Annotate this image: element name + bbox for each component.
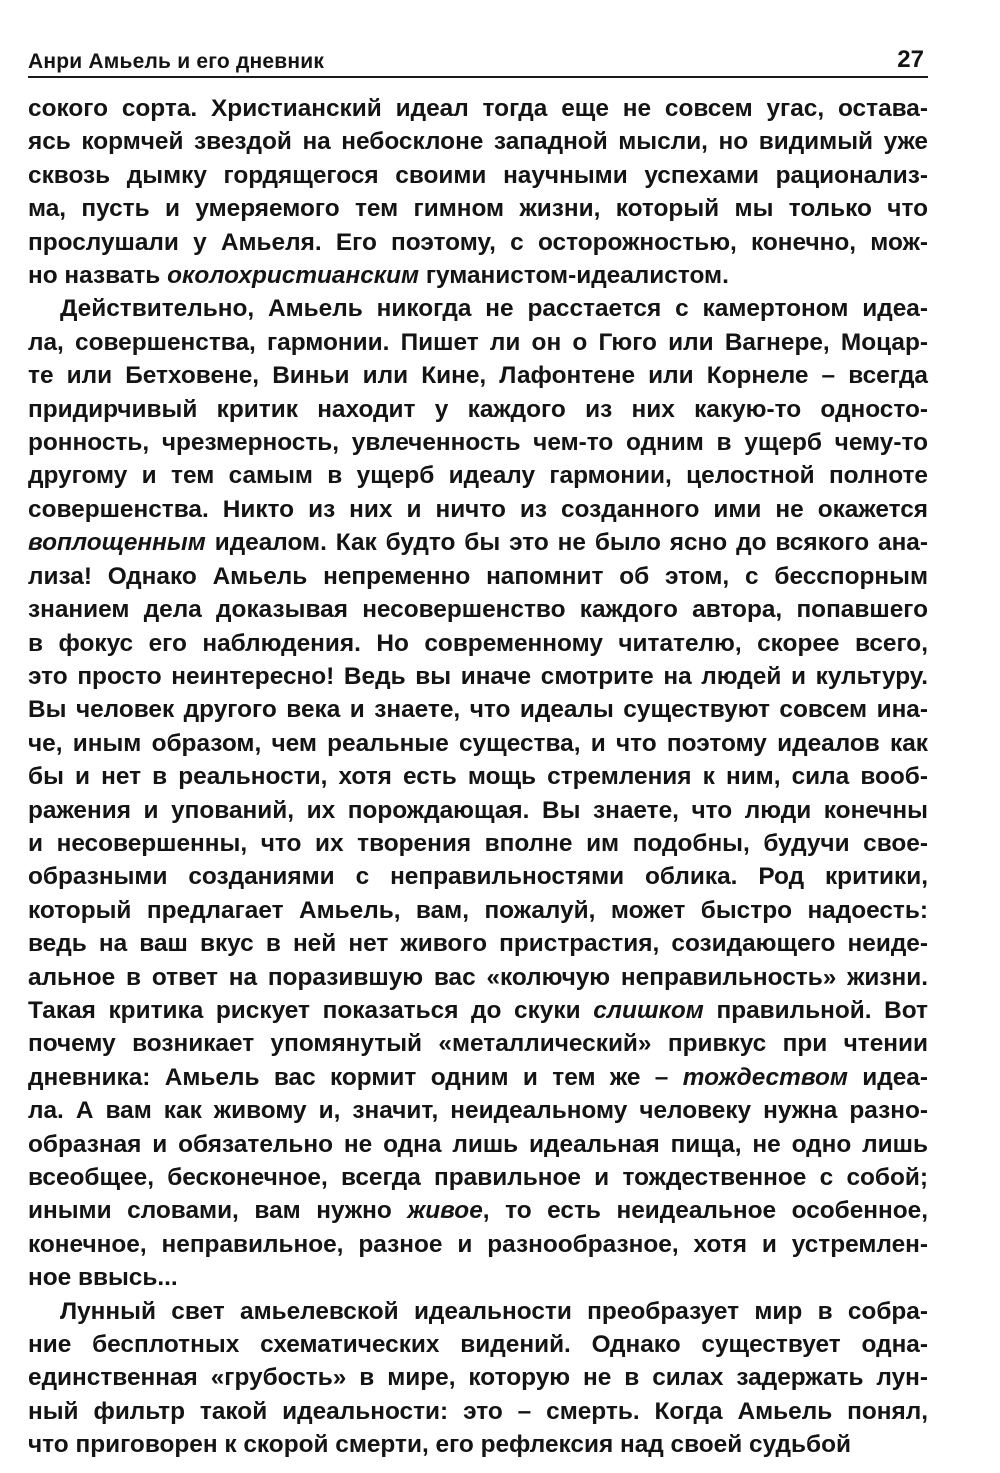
emphasis: околохристианским [167, 262, 420, 290]
paragraph [28, 292, 928, 1294]
emphasis: тождеством [682, 1063, 848, 1091]
emphasis: воплощенным [28, 529, 206, 557]
text-line: ный фильтр такой идеальности: это – смерть. Когда Амьель понял, [28, 1397, 928, 1425]
header-title: Анри Амьель и его дневник [28, 50, 325, 73]
text-line: ма, пусть и умеряемого тем гимном жизни, который мы только что [28, 195, 928, 223]
running-header [28, 30, 928, 78]
text-line: придирчивый критик находит у каждого из них какую-то односто- [28, 395, 928, 423]
text-line: образными созданиями с неправильностями облика. Род критики, [28, 863, 928, 891]
text-line: единственная «грубость» в мире, которую не в силах задержать лун- [28, 1364, 928, 1392]
text-line: Такая критика рискует показаться до скуки слишком правильной. Вот [28, 996, 929, 1024]
text-line: совершенства. Никто из них и ничто из созданного ими не окажется [28, 495, 928, 523]
text-line: бы и нет в реальности, хотя есть мощь стремления к ним, сила вооб- [28, 763, 928, 791]
text-line: ражения и упований, их порождающая. Вы знаете, что люди конечны [28, 796, 928, 824]
text-line: почему возникает упомянутый «металлический» привкус при чтении [28, 1030, 928, 1058]
text-line: ведь на ваш вкус в ней нет живого пристрастия, созидающего неиде- [28, 930, 928, 958]
text-line: знанием дела доказывая несовершенство каждого автора, попавшего [28, 596, 928, 624]
text-line: ла, совершенства, гармонии. Пишет ли он о Гюго или Вагнере, Моцар- [28, 328, 928, 356]
text-line: конечное, неправильное, разное и разнообразное, хотя и устремлен- [28, 1230, 928, 1258]
text-line: сокого сорта. Христианский идеал тогда еще не совсем угас, остава- [28, 95, 928, 122]
text-line: ние бесплотных схематических видений. Однако существует одна- [28, 1331, 928, 1359]
paragraph [28, 1295, 928, 1462]
text-line: сквозь дымку гордящегося своими научными успехами рационализ- [28, 161, 928, 189]
text-line: ное ввысь... [28, 1264, 178, 1292]
text-line: всеобщее, бесконечное, всегда правильное и тождественное с собой; [28, 1164, 928, 1191]
paragraph [28, 92, 928, 292]
text-line: ясь кормчей звездой на небосклоне западной мысли, но видимый уже [28, 128, 928, 156]
text-line: ла. А вам как живому и, значит, неидеальному человеку нужна разно- [28, 1097, 928, 1125]
emphasis: живое [407, 1197, 483, 1225]
text-line: иными словами, вам нужно живое, то есть неидеальное особенное, [28, 1197, 928, 1225]
body-text [28, 92, 928, 1462]
text-line: образная и обязательно не одна лишь идеальная пища, не одно лишь [28, 1130, 928, 1158]
text-line: Вы человек другого века и знаете, что идеалы существуют совсем ина- [28, 696, 928, 724]
text-line: альное в ответ на поразившую вас «колючую неправильность» жизни. [28, 963, 928, 991]
text-line: воплощенным идеалом. Как будто бы это не было ясно до всякого ана- [28, 529, 928, 557]
text-line: что приговорен к скорой смерти, его рефлексия над своей судьбой [28, 1431, 851, 1459]
text-line: те или Бетховене, Виньи или Кине, Лафонтене или Корнеле – всегда [28, 362, 928, 390]
page-number: 27 [897, 46, 924, 73]
text-line: лиза! Однако Амьель непременно напомнит об этом, с бесспорным [28, 562, 928, 590]
text-line: ронность, чрезмерность, увлеченность чем-то одним в ущерб чему-то [28, 429, 928, 457]
text-line: но назвать околохристианским гуманистом-идеалистом. [28, 262, 729, 290]
text-line: в фокус его наблюдения. Но современному читателю, скорее всего, [28, 629, 928, 657]
text-line: и несовершенны, что их творения вполне им подобны, будучи свое- [28, 829, 928, 857]
text-line: дневника: Амьель вас кормит одним и тем же – тождеством идеа- [28, 1063, 928, 1091]
text-line: Лунный свет амьелевской идеальности преобразует мир в собра- [60, 1297, 928, 1325]
text-line: прослушали у Амьеля. Его поэтому, с осторожностью, конечно, мож- [28, 228, 928, 256]
text-line: че, иным образом, чем реальные существа, и что поэтому идеалов как [28, 729, 928, 757]
text-line: другому и тем самым в ущерб идеалу гармонии, целостной полноте [28, 462, 928, 490]
text-line: Действительно, Амьель никогда не расстается с камертоном идеа- [60, 295, 928, 323]
book-page [28, 30, 928, 1462]
text-line: это просто неинтересно! Ведь вы иначе смотрите на людей и культуру. [28, 662, 928, 690]
text-line: который предлагает Амьель, вам, пожалуй, может быстро надоесть: [28, 896, 928, 924]
emphasis: слишком [593, 996, 704, 1024]
